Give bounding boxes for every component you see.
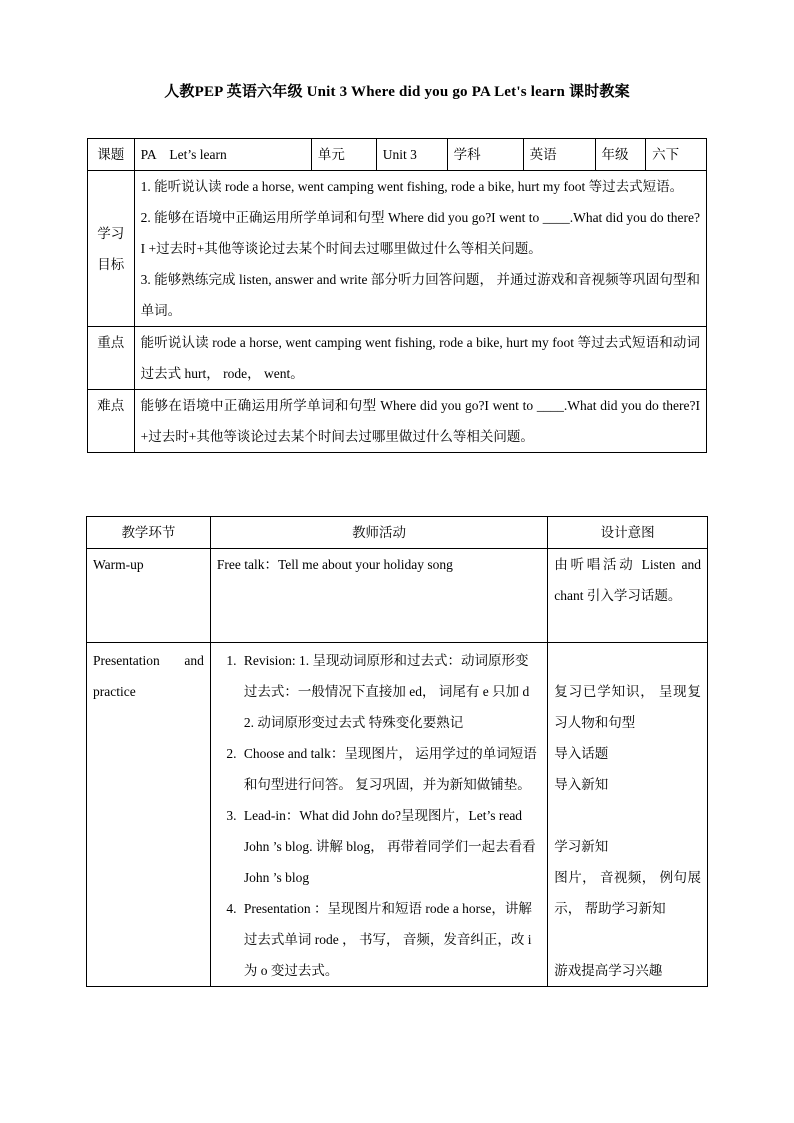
header-stage: 教学环节 xyxy=(87,517,211,549)
topic-value: PA Let’s learn xyxy=(134,139,311,171)
lesson-info-table xyxy=(87,138,707,453)
subject-value: 英语 xyxy=(523,139,595,171)
activity-item: 3. Lead-in：What did John do?呈现图片，Let’s read John ’s blog. 讲解 blog， 再带着同学们一起去看看 John ’s blog xyxy=(240,800,541,893)
goal-item-2: 2. 能够在语境中正确运用所学单词和句型 Where did you go?I went to ____.What did you do there?I +过去时+其他等谈论过去某个时间去过哪里做过什么等相关问题。 xyxy=(140,210,700,256)
goals-content xyxy=(134,171,706,327)
difficulties-row xyxy=(88,390,707,453)
unit-value: Unit 3 xyxy=(376,139,447,171)
key-points-label: 重点 xyxy=(88,327,135,390)
difficulties-label: 难点 xyxy=(88,390,135,453)
activity-item: 4. Presentation ：呈现图片和短语 rode a horse，讲解过去式单词 rode ， 书写， 音频，发音纠正，改 i 为 o 变过去式。 xyxy=(240,893,541,986)
warmup-row xyxy=(87,549,708,643)
warmup-stage: Warm-up xyxy=(87,549,211,643)
difficulties-text: 能够在语境中正确运用所学单词和句型 Where did you go?I went to ____.What did you do there?I +过去时+其他等谈论过去某个时间去过哪里做过什么等相关问题。 xyxy=(134,390,706,453)
goals-label-line1: 学习 xyxy=(97,225,125,241)
presentation-row xyxy=(87,643,708,987)
activity-item: 2. Choose and talk：呈现图片， 运用学过的单词短语和句型进行问答。 复习巩固，并为新知做铺垫。 xyxy=(240,738,541,800)
document-title: 人教PEP 英语六年级 Unit 3 Where did you go PA Let's learn 课时教案 xyxy=(164,84,630,100)
presentation-stage: Presentation and practice xyxy=(87,643,211,987)
subject-label: 学科 xyxy=(447,139,523,171)
grade-value: 六下 xyxy=(646,139,707,171)
header-intent: 设计意图 xyxy=(548,517,708,549)
presentation-activities xyxy=(210,643,547,987)
goals-row xyxy=(88,171,707,327)
unit-label: 单元 xyxy=(311,139,376,171)
grade-label: 年级 xyxy=(595,139,646,171)
intent-item: 游戏提高学习兴趣 xyxy=(554,963,663,978)
intent-item: 复习已学知识， 呈现复习人物和句型 xyxy=(554,684,701,730)
intent-item: 学习新知 xyxy=(554,839,609,854)
warmup-intent: 由听唱活动 Listen and chant 引入学习话题。 xyxy=(548,549,708,643)
key-points-row xyxy=(88,327,707,390)
header-activity: 教师活动 xyxy=(210,517,547,549)
teaching-process-table xyxy=(86,516,708,987)
goal-item-1: 1. 能听说认读 rode a horse, went camping went fishing, rode a bike, hurt my foot 等过去式短语。 xyxy=(140,179,684,194)
intent-item: 图片， 音视频， 例句展示， 帮助学习新知 xyxy=(554,870,701,916)
goals-label-line2: 目标 xyxy=(97,256,125,272)
topic-label: 课题 xyxy=(88,139,135,171)
intent-item: 导入话题 xyxy=(554,746,609,761)
process-header-row xyxy=(87,517,708,549)
goal-item-3: 3. 能够熟练完成 listen, answer and write 部分听力回答问题， 并通过游戏和音视频等巩固句型和单词。 xyxy=(140,272,700,318)
info-row xyxy=(88,139,707,171)
presentation-intents xyxy=(548,643,708,987)
key-points-text: 能听说认读 rode a horse, went camping went fishing, rode a bike, hurt my foot 等过去式短语和动词过去式 hurt， rode， went。 xyxy=(134,327,706,390)
warmup-activity: Free talk：Tell me about your holiday song xyxy=(210,549,547,643)
goals-label xyxy=(88,171,135,327)
activity-item: 1. Revision: 1. 呈现动词原形和过去式：动词原形变过去式：一般情况下直接加 ed， 词尾有 e 只加 d 2. 动词原形变过去式 特殊变化要熟记 xyxy=(240,645,541,738)
intent-item: 导入新知 xyxy=(554,777,609,792)
